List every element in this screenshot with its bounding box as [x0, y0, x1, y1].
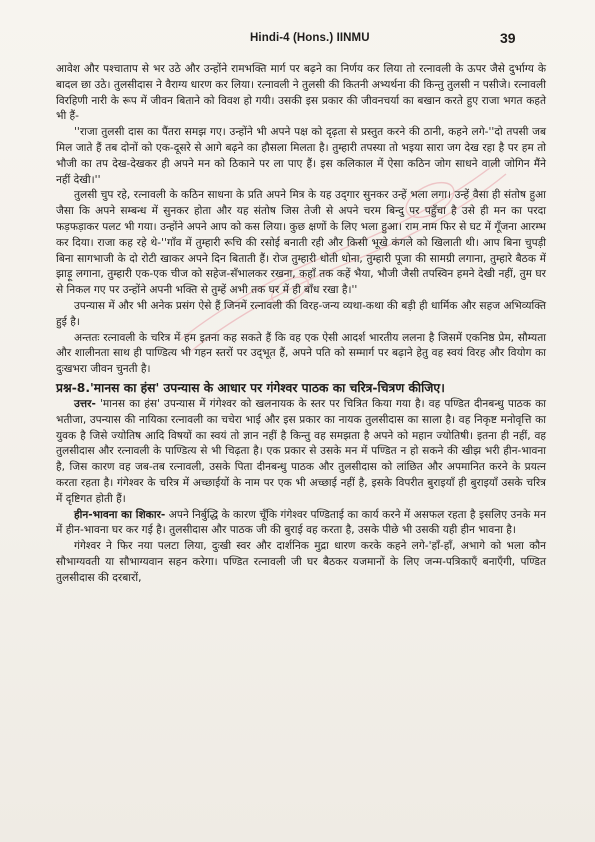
answer-text: 'मानस का हंस' उपन्यास में गंगेश्वर को खलनायक के स्तर पर चित्रित किया गया है। वह पण्डित दीनबन्धु पाठक का भतीजा, उपन्यास की नायिका रत्नावली का चचेरा भाई और इस प्रकार का नायक तुलसीदास का साला है। वह निकृष्ट मनोवृत्ति का युवक है जिसे ज्योतिष आदि विषयों का स्वयं तो ज्ञान नहीं है किन्तु वह समझता है अपने को महान ज्योतिषी। इतना ही नहीं, वह तुलसीदास और रत्नावली के पाण्डित्य से भी चिढ़ता है। एक प्रकार से उसके मन में पण्डित न हो सकने की खीझ भरी हीन-भावना है, जिस कारण वह जब-तब रत्नावली, उसके पिता दीनबन्धु पाठक और तुलसीदास को लांछित और अपमानित करने के प्रयत्न करता रहता है। गंगेश्वर के चरित्र में अच्छाईयों के नाम पर एक भी अच्छाई नहीं है, इसके विपरीत बुराइयाँ ही बुराइयाँ उसके चरित्र में दृष्टिगत होती हैं। — [56, 397, 546, 505]
body-text — [56, 62, 546, 587]
paragraph-tulsi-reaction: तुलसी चुप रहे, रत्नावली के कठिन साधना के प्रति अपने मित्र के यह उद्‌गार सुनकर उन्हें भला लगा। उन्हें वैसा ही संतोष हुआ जैसा कि अपने सम्बन्ध में सुनकर होता और यह संतोष जिस तेजी से अपने चरम बिन्दु पर पहुँचा है उसे ही मन का परदा फड़फड़ाकर पलट भी गया। उन्होंने अपने आप को कस लिया। कुछ क्षणों के लिए भला हुआ। राम नाम फिर से घट में गूँजना आरम्भ कर दिया। राजा कह रहे थे-''गाँव में तुम्हारी रूचि की रसोई बनाती रही और किसी भूखे कंगले को खिलाती थी। आप बिना चुपड़ी बिना सागभाजी के दो रोटी खाकर अपने दिन बिताती हैं। रोज तुम्हारी धोती धोना, तुम्हारी पूजा की सामग्री लगाना, तुम्हारे बैठक में झाड़ू लगाना, तुम्हारी एक-एक चीज को सहेज-सँभालकर रखना, कहाँ तक कहें भैया, भौजी जैसी तपस्विन हमने देखी नहीं, तुम घर से निकल गए पर उन्होंने अपनी भक्ति से तुम्हें अभी तक घर में ही बाँध रखा है।'' — [56, 189, 546, 297]
subheading-paragraph — [56, 508, 546, 540]
subheading-text: अपने निर्बुद्धि के कारण चूँकि गंगेश्वर पण्डिताई का कार्य करने में असफल रहता है इसलिए उनके मन में हीन-भावना घर कर गई है। तुलसीदास और पाठक जी की बुराई वह करता है, उसके पीछे भी उसकी यही हीन भावना है। — [56, 508, 546, 537]
answer-paragraph — [56, 397, 546, 508]
quote-raja-bhagat: ''राजा तुलसी दास का पैंतरा समझ गए। उन्होंने भी अपने पक्ष को दृढ़ता से प्रस्तुत करने की ठानी, कहने लगे-''दो तपसी जब मिल जाते हैं तब दोनों को एक-दूसरे से आगे बढ़ने का हौसला मिलता है। तुम्हारी तपस्या तो भइया सारा जग देख रहा है पर हम तो भौजी का तप देख-देखकर ही अपने मन को ठिकाने पर ला पाए हैं। इस कलिकाल में ऐसा कठिन जोग साधने वाली जोगिन मैंने नहीं देखी।'' — [56, 126, 546, 186]
paragraph-ratnavali-renunciation: आवेश और पश्चाताप से भर उठे और उन्होंने रामभक्ति मार्ग पर बढ़ने का निर्णय कर लिया तो रत्नावली के ऊपर जैसे दुर्भाग्य के बादल छा उठे। तुलसीदास ने वैराग्य धारण कर लिया। रत्नावली ने तुलसी की कितनी अभ्यर्थना की किन्तु तुलसी न पसीजे। रत्नावली विरहिणी नारी के रूप में जीवन बिताने को विवश हो गयी। उसकी इस प्रकार की जीवनचर्या का बखान करते हुए राजा भगत कहते भी हैं- — [56, 63, 546, 123]
subheading-inferiority: हीन-भावना का शिकार- — [74, 508, 166, 521]
paragraph-gangeshwar-speech: गंगेश्वर ने फिर नया पलटा लिया, दुःखी स्वर और दार्शनिक मुद्रा धारण करके कहने लगे-'हाँ-हाँ, अभागे को भला कौन सौभाग्यवती या सौभाग्यवान सहन करेगा। पण्डित रत्नावली जी घर बैठकर यजमानों के लिए जन्म-पत्रिकाएँ बनाएँगी, पण्डित तुलसीदास की दरबारों, — [56, 540, 546, 584]
page-header — [0, 32, 595, 54]
paragraph-other-episodes: उपन्यास में और भी अनेक प्रसंग ऐसे हैं जिनमें रत्नावली की विरह-जन्य व्यथा-कथा की बड़ी ही धार्मिक और सहज अभिव्यक्ति हुई है। — [56, 299, 546, 328]
paragraph-conclusion: अन्ततः रत्नावली के चरित्र में हम इतना कह सकते हैं कि वह एक ऐसी आदर्श भारतीय ललना है जिसमें एकनिष्ठ प्रेम, सौम्यता और शालीनता साथ ही पाण्डित्य भी गहन स्तरों पर उद्‌भूत हैं, अपने पति को सम्मार्ग पर बढ़ाने हेतु वह स्वयं विरह और वियोग का दुःखभरा जीवन चुनती है। — [56, 331, 546, 376]
question-heading: प्रश्न-8.'मानस का हंस' उपन्यास के आधार पर गंगेश्वर पाठक का चरित्र-चित्रण कीजिए। — [56, 380, 445, 395]
answer-label: उत्तर- — [74, 397, 96, 410]
running-head: Hindi-4 (Hons.) IINMU — [250, 32, 370, 44]
page-number: 39 — [500, 30, 516, 46]
